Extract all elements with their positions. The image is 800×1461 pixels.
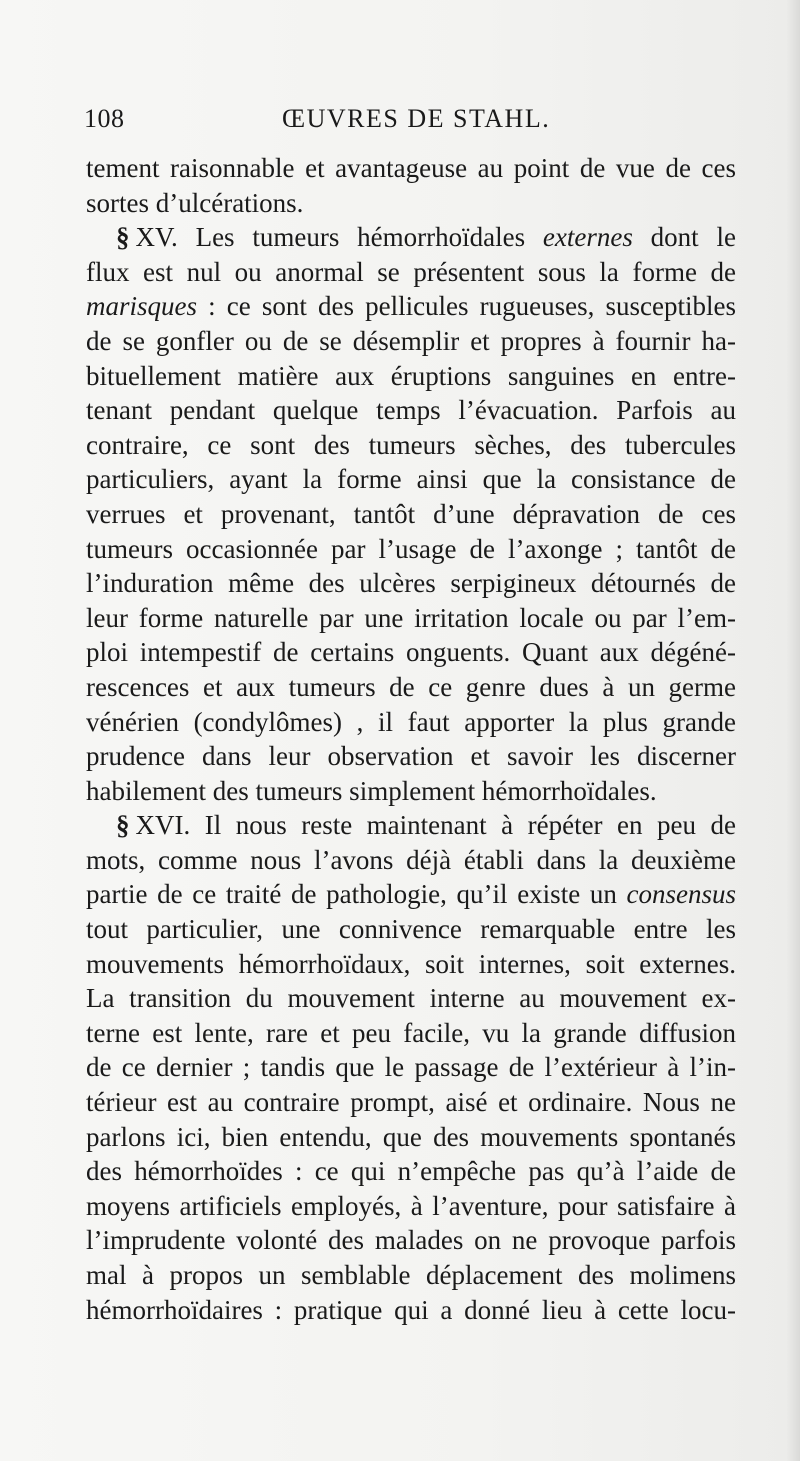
line-text: ploi intempestif de certains onguents. Quant aux dégéné- [86,637,736,668]
text-line [86,324,736,359]
section-sign: § [116,222,130,253]
line-text: de se gonfler ou de se désemplir et propres à fournir ha- [86,325,736,356]
line-text: flux est nul ou anormal se présentent sous la forme de [86,256,736,287]
text-line [86,393,736,428]
line-text: contraire, ce sont des tumeurs sèches, des tubercules [86,429,736,460]
text-line [86,1189,736,1224]
italic-term: externes [542,222,633,253]
section-sign: § [116,810,130,841]
text-line [86,497,736,532]
text-line [86,774,736,809]
line-text: sortes d’ulcérations. [86,187,304,218]
line-text: de ce dernier ; tandis que le passage de l’extérieur à l’in- [86,1052,736,1083]
body-text [86,151,736,1327]
text-line [86,1050,736,1085]
line-text: particuliers, ayant la forme ainsi que la consistance de [86,464,736,495]
line-text: tenant pendant quelque temps l’évacuation. Parfois au [86,395,736,426]
line-text: leur forme naturelle par une irritation locale ou par l’em- [86,602,736,633]
line-text: : ce sont des pellicules rugueuses, susceptibles [197,291,736,322]
text-line [86,947,736,982]
text-line [86,843,736,878]
line-text: l’imprudente volonté des malades on ne provoque parfois [86,1225,736,1256]
text-line [86,670,736,705]
text-line [86,981,736,1016]
text-line [86,1154,736,1189]
line-text: rescences et aux tumeurs de ce genre dues à un germe [86,671,736,702]
text-line [86,877,736,912]
line-text: mots, comme nous l’avons déjà établi dans la deuxième [86,844,736,875]
line-text: tement raisonnable et avantageuse au point de vue de ces [86,153,736,183]
text-line [86,1016,736,1051]
text-line [86,912,736,947]
line-text: térieur est au contraire prompt, aisé et ordinaire. Nous ne [86,1087,736,1118]
line-text: l’induration même des ulcères serpigineux détournés de [86,568,736,599]
line-text: tout particulier, une connivence remarquable entre les [86,914,736,945]
text-line [86,1223,736,1258]
text-line [86,359,736,394]
line-text: habilement des tumeurs simplement hémorrhoïdales. [86,775,657,806]
text-line [86,1085,736,1120]
text-line [86,462,736,497]
line-text: vénérien (condylômes) , il faut apporter la plus grande [86,706,736,737]
text-line [86,532,736,567]
text-line [86,220,736,255]
line-text: hémorrhoïdaires : pratique qui a donné lieu à cette locu- [86,1294,736,1325]
text-line [86,705,736,740]
line-text: terne est lente, rare et peu facile, vu la grande diffusion [86,1017,736,1048]
line-text: prudence dans leur observation et savoir les discerner [86,741,736,772]
line-text: partie de ce traité de pathologie, qu’il existe un [86,879,627,910]
line-text: verrues et provenant, tantôt d’une dépravation de ces [86,498,736,529]
line-text: dont le [632,222,736,253]
text-line [86,739,736,774]
line-text: moyens artificiels employés, à l’aventure, pour satisfaire à [86,1190,736,1221]
text-line [86,289,736,324]
running-title: ŒUVRES DE STAHL. [282,104,551,133]
text-line [86,808,736,843]
text-line [86,255,736,290]
line-text: des hémorrhoïdes : ce qui n’empêche pas qu’à l’aide de [86,1156,736,1187]
line-text: XV. Les tumeurs hémorrhoïdales [135,222,543,253]
text-line [86,635,736,670]
text-line [86,428,736,463]
italic-term: marisques [86,291,198,322]
line-text: mal à propos un semblable déplacement des molimens [86,1260,736,1290]
line-text: parlons ici, bien entendu, que des mouvements spontanés [86,1121,736,1152]
line-text: tumeurs occasionnée par l’usage de l’axonge ; tantôt de [86,533,736,564]
text-line [86,1120,736,1155]
page-number: 108 [84,104,125,133]
text-line [86,186,736,221]
text-line [86,566,736,601]
line-text: mouvements hémorrhoïdaux, soit internes, soit externes. [86,948,736,979]
page-edge-shadow [786,0,800,1461]
text-line [86,1293,736,1328]
text-line [86,151,736,186]
italic-term: consensus [626,879,736,910]
line-text: XVI. Il nous reste maintenant à répéter en peu de [135,810,736,841]
text-line [86,1258,736,1293]
line-text: bituellement matière aux éruptions sanguines en entre- [86,360,736,391]
running-header [84,104,734,144]
line-text: La transition du mouvement interne au mouvement ex- [86,983,736,1014]
text-line [86,601,736,636]
